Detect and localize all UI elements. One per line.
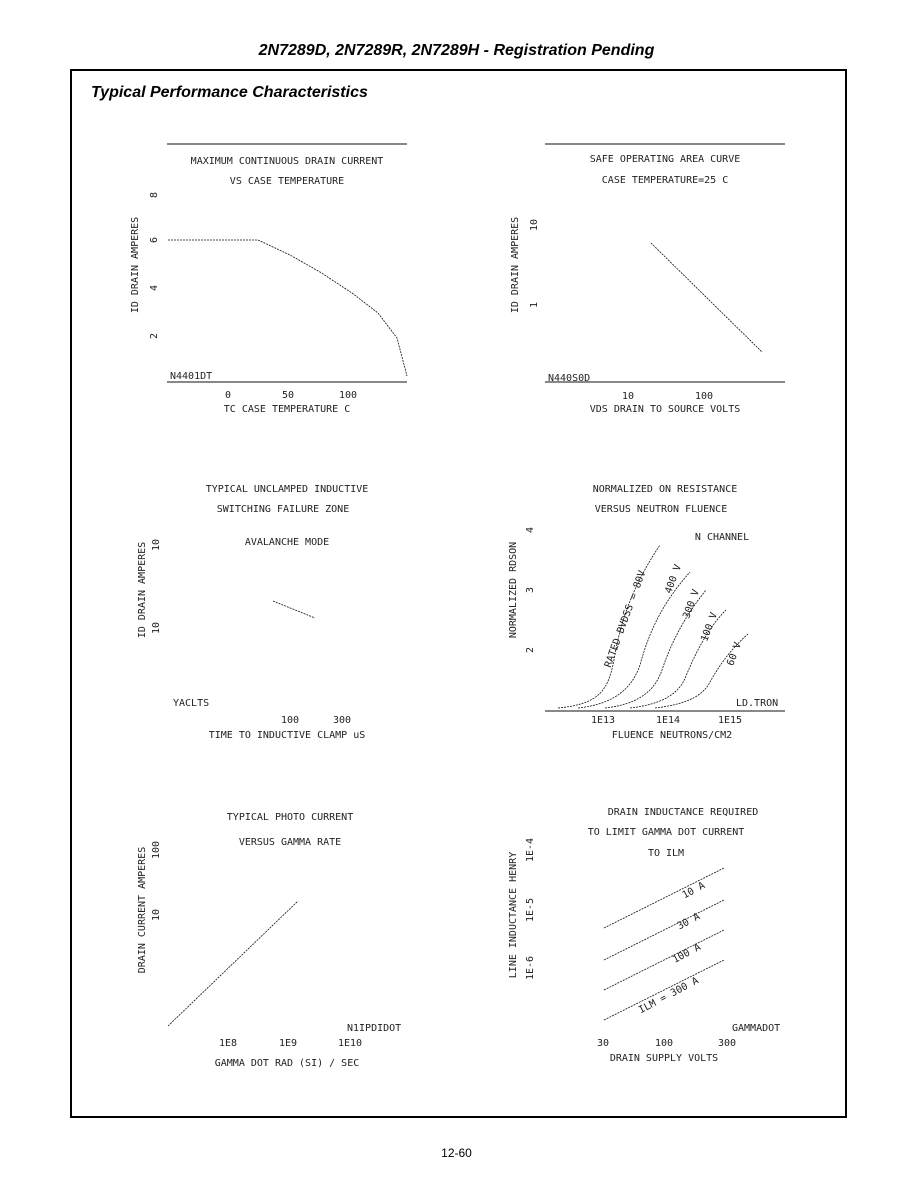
chart-subtitle-2: TO ILM <box>647 848 685 859</box>
chart-title: TYPICAL UNCLAMPED INDUCTIVE <box>205 484 369 495</box>
y-tick-label: 2 <box>525 646 536 654</box>
chart-code: N4401DT <box>170 371 213 382</box>
x-tick-label: 100 <box>694 391 714 402</box>
chart-code: N440S0D <box>548 373 591 384</box>
chart-subtitle: CASE TEMPERATURE=25 C <box>601 175 729 186</box>
chart-title: SAFE OPERATING AREA CURVE <box>589 154 741 165</box>
chart-code: LD.TRON <box>736 698 779 709</box>
chart-subtitle: SWITCHING FAILURE ZONE <box>216 504 350 515</box>
x-tick-label: 10 <box>621 391 635 402</box>
x-tick-label: 30 <box>596 1038 610 1049</box>
y-axis-label: ID DRAIN AMPERES <box>510 216 521 314</box>
data-line <box>273 601 315 618</box>
y-tick-label: 10 <box>151 538 162 552</box>
y-tick-label: 10 <box>151 908 162 922</box>
y-tick-label: 4 <box>525 526 536 534</box>
series-label: RATED BVDSS = 80V <box>602 569 649 670</box>
series-line <box>604 900 724 960</box>
chart-subtitle: TO LIMIT GAMMA DOT CURRENT <box>587 827 745 838</box>
x-tick-label: 1E9 <box>278 1038 298 1049</box>
x-axis-label: GAMMA DOT RAD (SI) / SEC <box>214 1058 360 1069</box>
x-tick-label: 1E14 <box>655 715 681 726</box>
y-axis-label: ID DRAIN AMPERES <box>137 541 148 639</box>
x-tick-label: 1E10 <box>337 1038 363 1049</box>
series-label: 60 V <box>725 640 744 668</box>
chart-drain-current-vs-temperature <box>130 144 407 415</box>
series-label: 10 A <box>680 880 708 902</box>
x-axis-label: FLUENCE NEUTRONS/CM2 <box>611 730 733 741</box>
x-tick-label: 50 <box>281 390 295 401</box>
x-tick-label: 1E15 <box>717 715 743 726</box>
x-tick-label: 300 <box>717 1038 737 1049</box>
x-axis-label: TIME TO INDUCTIVE CLAMP uS <box>208 730 366 741</box>
x-tick-label: 1E13 <box>590 715 616 726</box>
series-line <box>604 960 724 1020</box>
y-tick-label: 6 <box>149 236 160 244</box>
chart-unclamped-inductive-switching <box>137 484 368 741</box>
chart-code: GAMMADOT <box>732 1023 781 1034</box>
chart-safe-operating-area <box>510 144 785 415</box>
y-axis-label: NORMALIZED RDSON <box>508 541 519 639</box>
series-curve <box>558 545 660 708</box>
series-label: 100 A <box>670 941 703 966</box>
y-tick-label: 3 <box>525 586 536 594</box>
chart-subtitle: VERSUS GAMMA RATE <box>238 837 342 848</box>
data-line <box>651 243 762 352</box>
series-line <box>604 930 724 990</box>
y-axis-label: DRAIN CURRENT AMPERES <box>137 846 148 974</box>
chart-annotation: AVALANCHE MODE <box>244 537 330 548</box>
series-label: 400 V <box>663 563 684 596</box>
x-axis-label: DRAIN SUPPLY VOLTS <box>609 1053 719 1064</box>
y-tick-label: 10 <box>529 218 540 232</box>
series-line <box>604 868 724 928</box>
x-tick-label: 100 <box>654 1038 674 1049</box>
page-number: 12-60 <box>441 1146 472 1160</box>
x-tick-label: 100 <box>338 390 358 401</box>
x-tick-label: 100 <box>280 715 300 726</box>
chart-title: MAXIMUM CONTINUOUS DRAIN CURRENT <box>190 156 384 167</box>
data-line <box>168 240 407 376</box>
x-tick-label: 300 <box>332 715 352 726</box>
x-axis-label: TC CASE TEMPERATURE C <box>223 404 351 415</box>
chart-title: NORMALIZED ON RESISTANCE <box>592 484 738 495</box>
y-tick-label: 1 <box>529 301 540 309</box>
chart-drain-inductance-required <box>508 807 780 1064</box>
y-axis-label: LINE INDUCTANCE HENRY <box>508 851 519 979</box>
chart-subtitle: VERSUS NEUTRON FLUENCE <box>594 504 728 515</box>
chart-code: N1IPDIDOT <box>347 1023 402 1034</box>
chart-photo-current-vs-gamma-rate <box>137 812 401 1069</box>
section-title: Typical Performance Characteristics <box>91 84 368 101</box>
series-label: 100 V <box>699 611 720 644</box>
y-tick-label: 1E-4 <box>525 837 536 863</box>
document-title: 2N7289D, 2N7289R, 2N7289H - Registration Pending <box>258 42 655 59</box>
y-tick-label: 2 <box>149 332 160 340</box>
series-label: ILM = 300 A <box>637 975 701 1017</box>
chart-normalized-on-resistance <box>508 484 785 741</box>
y-tick-label: 8 <box>149 191 160 199</box>
chart-title: DRAIN INDUCTANCE REQUIRED <box>607 807 759 818</box>
x-tick-label: 1E8 <box>218 1038 238 1049</box>
series-label: 30 A <box>675 911 703 933</box>
series-label: 300 V <box>681 588 702 621</box>
y-tick-label: 100 <box>151 840 162 860</box>
chart-title: TYPICAL PHOTO CURRENT <box>226 812 354 823</box>
y-tick-label: 10 <box>151 621 162 635</box>
chart-annotation: N CHANNEL <box>694 532 750 543</box>
y-tick-label: 1E-6 <box>525 955 536 981</box>
x-axis-label: VDS DRAIN TO SOURCE VOLTS <box>589 404 741 415</box>
x-tick-label: 0 <box>224 390 232 401</box>
y-tick-label: 1E-5 <box>525 897 536 923</box>
data-line <box>168 901 298 1026</box>
chart-code: YACLTS <box>173 698 210 709</box>
y-tick-label: 4 <box>149 284 160 292</box>
y-axis-label: ID DRAIN AMPERES <box>130 216 141 314</box>
chart-subtitle: VS CASE TEMPERATURE <box>229 176 345 187</box>
